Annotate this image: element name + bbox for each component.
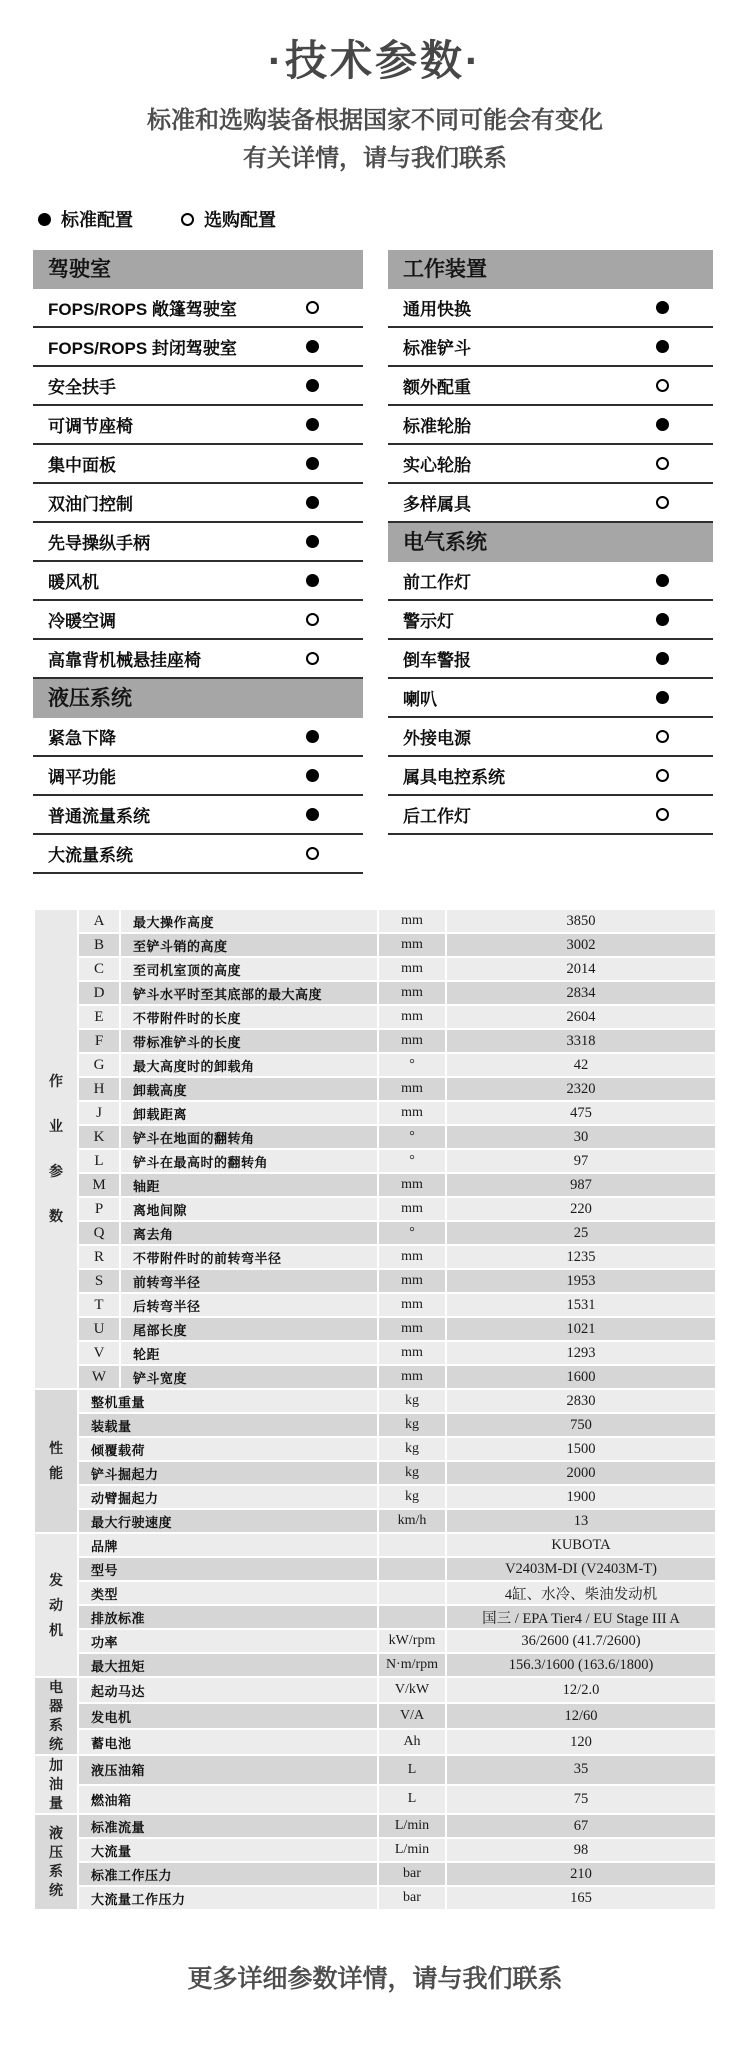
- subtitle-line-2: 有关详情，请与我们联系: [243, 145, 507, 172]
- standard-dot-icon: [306, 379, 319, 392]
- param-unit: kg: [379, 1414, 445, 1436]
- param-unit: mm: [379, 1294, 445, 1316]
- standard-dot-icon: [306, 496, 319, 509]
- spec-row: [35, 1030, 715, 1052]
- config-item: [33, 601, 363, 640]
- config-item-label: 喇叭: [403, 690, 437, 709]
- param-value: 2604: [447, 1006, 715, 1028]
- dimension-key: P: [79, 1198, 119, 1220]
- spec-row: [35, 1102, 715, 1124]
- config-item-label: FOPS/ROPS 封闭驾驶室: [48, 339, 237, 358]
- page-title: ·技术参数·: [268, 37, 482, 84]
- param-name: 尾部长度: [121, 1318, 377, 1340]
- param-name: 卸载距离: [121, 1102, 377, 1124]
- category-label: 性 能: [35, 1390, 77, 1532]
- legend-optional-label: 选购配置: [204, 210, 276, 230]
- param-unit: mm: [379, 1102, 445, 1124]
- param-value: 1293: [447, 1342, 715, 1364]
- category-label: 液 压 系 统: [35, 1815, 77, 1909]
- param-unit: [379, 1558, 445, 1580]
- param-value: V2403M-DI (V2403M-T): [447, 1558, 715, 1580]
- config-item-label: 额外配重: [403, 378, 471, 397]
- config-item: [33, 484, 363, 523]
- dimension-key: B: [79, 934, 119, 956]
- param-value: 1900: [447, 1486, 715, 1508]
- spec-row: [35, 1704, 715, 1728]
- param-name: 前转弯半径: [121, 1270, 377, 1292]
- config-item-label: 可调节座椅: [48, 417, 133, 436]
- standard-dot-icon: [306, 730, 319, 743]
- param-unit: mm: [379, 1366, 445, 1388]
- spec-row: [35, 1462, 715, 1484]
- param-name: 铲斗宽度: [121, 1366, 377, 1388]
- param-value: 2014: [447, 958, 715, 980]
- spec-table: [33, 908, 717, 1911]
- config-item: [33, 406, 363, 445]
- spec-row: [35, 1174, 715, 1196]
- param-unit: °: [379, 1222, 445, 1244]
- config-item-label: 实心轮胎: [403, 456, 471, 475]
- config-item: [388, 601, 713, 640]
- spec-row: [35, 1558, 715, 1580]
- param-unit: mm: [379, 1342, 445, 1364]
- param-name: 类型: [79, 1582, 377, 1604]
- category-label: 发 动 机: [35, 1534, 77, 1676]
- config-item-label: 标准轮胎: [403, 417, 471, 436]
- param-unit: L/min: [379, 1839, 445, 1861]
- spec-row: [35, 1887, 715, 1909]
- optional-dot-icon: [656, 808, 669, 821]
- config-item: [33, 523, 363, 562]
- param-name: 发电机: [79, 1704, 377, 1728]
- config-item-label: 标准铲斗: [403, 339, 471, 358]
- config-section-header: 工作装置: [388, 250, 713, 289]
- spec-row: [35, 1342, 715, 1364]
- spec-row: [35, 1654, 715, 1676]
- param-value: 2000: [447, 1462, 715, 1484]
- spec-row: [35, 1270, 715, 1292]
- param-unit: mm: [379, 1174, 445, 1196]
- param-value: 12/2.0: [447, 1678, 715, 1702]
- config-item-label: FOPS/ROPS 敞篷驾驶室: [48, 300, 237, 319]
- category-label: 电 器 系 统: [35, 1678, 77, 1754]
- spec-row: [35, 1534, 715, 1556]
- dimension-key: Q: [79, 1222, 119, 1244]
- standard-dot-icon: [306, 535, 319, 548]
- standard-dot-icon: [656, 613, 669, 626]
- standard-dot-icon: [306, 340, 319, 353]
- param-name: 至司机室顶的高度: [121, 958, 377, 980]
- param-unit: °: [379, 1126, 445, 1148]
- param-name: 液压油箱: [79, 1756, 377, 1784]
- config-item: [33, 328, 363, 367]
- standard-dot-icon: [306, 418, 319, 431]
- param-unit: mm: [379, 1198, 445, 1220]
- config-item-label: 通用快换: [403, 300, 471, 319]
- config-item-label: 倒车警报: [403, 651, 471, 670]
- param-value: 36/2600 (41.7/2600): [447, 1630, 715, 1652]
- dimension-key: V: [79, 1342, 119, 1364]
- dimension-key: C: [79, 958, 119, 980]
- param-value: 国三 / EPA Tier4 / EU Stage III A: [447, 1606, 715, 1628]
- param-name: 功率: [79, 1630, 377, 1652]
- param-value: KUBOTA: [447, 1534, 715, 1556]
- optional-dot-icon: [306, 652, 319, 665]
- param-unit: mm: [379, 1030, 445, 1052]
- legend-standard: [38, 206, 133, 232]
- param-name: 蓄电池: [79, 1730, 377, 1754]
- spec-row: [35, 1414, 715, 1436]
- param-value: 987: [447, 1174, 715, 1196]
- spec-row: [35, 1863, 715, 1885]
- param-name: 最大行驶速度: [79, 1510, 377, 1532]
- param-unit: V/kW: [379, 1678, 445, 1702]
- standard-dot-icon: [306, 457, 319, 470]
- config-item: [388, 718, 713, 757]
- param-value: 1531: [447, 1294, 715, 1316]
- spec-row: [35, 1150, 715, 1172]
- spec-row: [35, 958, 715, 980]
- param-unit: kg: [379, 1462, 445, 1484]
- config-item-label: 多样属具: [403, 495, 471, 514]
- param-value: 210: [447, 1863, 715, 1885]
- spec-sheet-page: [0, 28, 750, 1995]
- param-value: 2320: [447, 1078, 715, 1100]
- config-item: [388, 289, 713, 328]
- param-value: 2834: [447, 982, 715, 1004]
- config-item: [388, 562, 713, 601]
- config-column-right: [388, 250, 713, 835]
- config-item: [388, 406, 713, 445]
- spec-row: [35, 982, 715, 1004]
- spec-row: [35, 1786, 715, 1814]
- spec-row: [35, 1582, 715, 1604]
- standard-dot-icon: [656, 691, 669, 704]
- config-item: [33, 367, 363, 406]
- param-value: 75: [447, 1786, 715, 1814]
- category-label: 作 业 参 数: [35, 910, 77, 1388]
- param-value: 3002: [447, 934, 715, 956]
- config-item-label: 警示灯: [403, 612, 454, 631]
- dimension-key: K: [79, 1126, 119, 1148]
- param-name: 整机重量: [79, 1390, 377, 1412]
- param-value: 12/60: [447, 1704, 715, 1728]
- param-unit: km/h: [379, 1510, 445, 1532]
- config-item-label: 暖风机: [48, 573, 99, 592]
- dimension-key: F: [79, 1030, 119, 1052]
- optional-dot-icon: [181, 213, 194, 226]
- param-unit: mm: [379, 1246, 445, 1268]
- param-value: 475: [447, 1102, 715, 1124]
- dimension-key: T: [79, 1294, 119, 1316]
- dimension-key: L: [79, 1150, 119, 1172]
- optional-dot-icon: [306, 301, 319, 314]
- config-section-header: 液压系统: [33, 679, 363, 718]
- param-unit: °: [379, 1054, 445, 1076]
- param-unit: Ah: [379, 1730, 445, 1754]
- param-name: 轮距: [121, 1342, 377, 1364]
- spec-row: [35, 1390, 715, 1412]
- param-unit: [379, 1606, 445, 1628]
- spec-row: [35, 1486, 715, 1508]
- config-item-label: 外接电源: [403, 729, 471, 748]
- config-item: [388, 484, 713, 523]
- optional-dot-icon: [656, 379, 669, 392]
- param-value: 2830: [447, 1390, 715, 1412]
- dimension-key: J: [79, 1102, 119, 1124]
- spec-row: [35, 1815, 715, 1837]
- config-item: [33, 718, 363, 757]
- config-item: [388, 679, 713, 718]
- param-unit: [379, 1582, 445, 1604]
- param-value: 165: [447, 1887, 715, 1909]
- param-name: 铲斗掘起力: [79, 1462, 377, 1484]
- optional-dot-icon: [656, 769, 669, 782]
- optional-dot-icon: [306, 613, 319, 626]
- spec-row: [35, 1438, 715, 1460]
- param-unit: mm: [379, 1078, 445, 1100]
- param-name: 型号: [79, 1558, 377, 1580]
- dimension-key: S: [79, 1270, 119, 1292]
- param-name: 倾覆载荷: [79, 1438, 377, 1460]
- config-column-left: [33, 250, 363, 874]
- legend-optional: [181, 206, 276, 232]
- param-unit: mm: [379, 1006, 445, 1028]
- footer-note: 更多详细参数详情，请与我们联系: [187, 1965, 563, 1993]
- param-value: 1953: [447, 1270, 715, 1292]
- param-value: 30: [447, 1126, 715, 1148]
- config-item-label: 属具电控系统: [403, 768, 505, 787]
- config-section-header: 驾驶室: [33, 250, 363, 289]
- param-unit: mm: [379, 1318, 445, 1340]
- param-unit: [379, 1534, 445, 1556]
- param-unit: kg: [379, 1390, 445, 1412]
- param-value: 3318: [447, 1030, 715, 1052]
- spec-row: [35, 1006, 715, 1028]
- param-name: 铲斗水平时至其底部的最大高度: [121, 982, 377, 1004]
- param-unit: °: [379, 1150, 445, 1172]
- param-name: 动臂掘起力: [79, 1486, 377, 1508]
- config-item: [33, 445, 363, 484]
- config-item-label: 双油门控制: [48, 495, 133, 514]
- optional-dot-icon: [656, 496, 669, 509]
- param-unit: bar: [379, 1863, 445, 1885]
- standard-dot-icon: [656, 301, 669, 314]
- spec-row: [35, 1366, 715, 1388]
- spec-row: [35, 1078, 715, 1100]
- param-value: 98: [447, 1839, 715, 1861]
- param-name: 离去角: [121, 1222, 377, 1244]
- param-unit: L: [379, 1786, 445, 1814]
- config-item: [388, 445, 713, 484]
- config-item: [388, 367, 713, 406]
- standard-dot-icon: [38, 213, 51, 226]
- dimension-key: H: [79, 1078, 119, 1100]
- config-item-label: 集中面板: [48, 456, 116, 475]
- param-name: 带标准铲斗的长度: [121, 1030, 377, 1052]
- config-item: [388, 640, 713, 679]
- param-name: 排放标准: [79, 1606, 377, 1628]
- param-value: 3850: [447, 910, 715, 932]
- spec-row: [35, 1222, 715, 1244]
- legend: [38, 206, 750, 232]
- spec-row: [35, 1318, 715, 1340]
- param-name: 铲斗在地面的翻转角: [121, 1126, 377, 1148]
- spec-row: [35, 1198, 715, 1220]
- dimension-key: E: [79, 1006, 119, 1028]
- param-value: 750: [447, 1414, 715, 1436]
- spec-row: [35, 1839, 715, 1861]
- spec-row: [35, 1730, 715, 1754]
- config-item-label: 先导操纵手柄: [48, 534, 150, 553]
- spec-row: [35, 1054, 715, 1076]
- param-name: 品牌: [79, 1534, 377, 1556]
- param-unit: N·m/rpm: [379, 1654, 445, 1676]
- spec-row: [35, 1294, 715, 1316]
- dimension-key: U: [79, 1318, 119, 1340]
- param-name: 大流量工作压力: [79, 1887, 377, 1909]
- config-item: [33, 835, 363, 874]
- dimension-key: M: [79, 1174, 119, 1196]
- param-unit: V/A: [379, 1704, 445, 1728]
- spec-row: [35, 1510, 715, 1532]
- standard-dot-icon: [306, 808, 319, 821]
- param-unit: mm: [379, 958, 445, 980]
- param-value: 42: [447, 1054, 715, 1076]
- config-item-label: 后工作灯: [403, 807, 471, 826]
- param-value: 4缸、水冷、柴油发动机: [447, 1582, 715, 1604]
- config-columns: [33, 250, 750, 874]
- config-item: [33, 640, 363, 679]
- param-name: 最大扭矩: [79, 1654, 377, 1676]
- subtitle-line-1: 标准和选购装备根据国家不同可能会有变化: [147, 107, 603, 134]
- dimension-key: D: [79, 982, 119, 1004]
- param-name: 最大高度时的卸载角: [121, 1054, 377, 1076]
- param-unit: bar: [379, 1887, 445, 1909]
- standard-dot-icon: [656, 652, 669, 665]
- config-item: [33, 757, 363, 796]
- config-item-label: 安全扶手: [48, 378, 116, 397]
- param-value: 120: [447, 1730, 715, 1754]
- param-value: 1600: [447, 1366, 715, 1388]
- standard-dot-icon: [656, 418, 669, 431]
- param-name: 标准流量: [79, 1815, 377, 1837]
- standard-dot-icon: [656, 340, 669, 353]
- dimension-key: G: [79, 1054, 119, 1076]
- param-unit: mm: [379, 910, 445, 932]
- param-unit: kg: [379, 1486, 445, 1508]
- spec-row: [35, 934, 715, 956]
- param-name: 后转弯半径: [121, 1294, 377, 1316]
- param-name: 离地间隙: [121, 1198, 377, 1220]
- param-name: 轴距: [121, 1174, 377, 1196]
- config-item-label: 高靠背机械悬挂座椅: [48, 651, 201, 670]
- param-unit: L/min: [379, 1815, 445, 1837]
- param-value: 35: [447, 1756, 715, 1784]
- param-value: 1500: [447, 1438, 715, 1460]
- config-item: [388, 328, 713, 367]
- param-name: 铲斗在最高时的翻转角: [121, 1150, 377, 1172]
- config-item: [33, 796, 363, 835]
- config-section-header: 电气系统: [388, 523, 713, 562]
- legend-standard-label: 标准配置: [61, 210, 133, 230]
- param-name: 起动马达: [79, 1678, 377, 1702]
- config-item: [33, 289, 363, 328]
- param-name: 大流量: [79, 1839, 377, 1861]
- config-item: [388, 796, 713, 835]
- spec-table-wrap: [33, 908, 717, 1911]
- spec-row: [35, 1246, 715, 1268]
- config-item-label: 大流量系统: [48, 846, 133, 865]
- category-label: 加 油 量: [35, 1756, 77, 1813]
- param-value: 1235: [447, 1246, 715, 1268]
- param-unit: mm: [379, 934, 445, 956]
- config-item-label: 前工作灯: [403, 573, 471, 592]
- config-item-label: 调平功能: [48, 768, 116, 787]
- param-name: 最大操作高度: [121, 910, 377, 932]
- standard-dot-icon: [306, 574, 319, 587]
- optional-dot-icon: [656, 457, 669, 470]
- spec-row: [35, 1126, 715, 1148]
- param-value: 220: [447, 1198, 715, 1220]
- config-item-label: 冷暖空调: [48, 612, 116, 631]
- param-unit: kW/rpm: [379, 1630, 445, 1652]
- spec-row: [35, 1630, 715, 1652]
- param-value: 25: [447, 1222, 715, 1244]
- param-value: 97: [447, 1150, 715, 1172]
- config-item: [388, 757, 713, 796]
- param-name: 标准工作压力: [79, 1863, 377, 1885]
- param-name: 不带附件时的前转弯半径: [121, 1246, 377, 1268]
- standard-dot-icon: [306, 769, 319, 782]
- param-name: 装载量: [79, 1414, 377, 1436]
- param-unit: mm: [379, 1270, 445, 1292]
- optional-dot-icon: [656, 730, 669, 743]
- config-item: [33, 562, 363, 601]
- param-value: 156.3/1600 (163.6/1800): [447, 1654, 715, 1676]
- param-name: 燃油箱: [79, 1786, 377, 1814]
- standard-dot-icon: [656, 574, 669, 587]
- config-item-label: 普通流量系统: [48, 807, 150, 826]
- config-item-label: 紧急下降: [48, 729, 116, 748]
- param-unit: kg: [379, 1438, 445, 1460]
- dimension-key: R: [79, 1246, 119, 1268]
- param-name: 卸载高度: [121, 1078, 377, 1100]
- dimension-key: A: [79, 910, 119, 932]
- param-unit: L: [379, 1756, 445, 1784]
- spec-row: [35, 1678, 715, 1702]
- param-name: 至铲斗销的高度: [121, 934, 377, 956]
- optional-dot-icon: [306, 847, 319, 860]
- spec-row: [35, 910, 715, 932]
- param-value: 1021: [447, 1318, 715, 1340]
- param-value: 67: [447, 1815, 715, 1837]
- param-unit: mm: [379, 982, 445, 1004]
- param-name: 不带附件时的长度: [121, 1006, 377, 1028]
- param-value: 13: [447, 1510, 715, 1532]
- dimension-key: W: [79, 1366, 119, 1388]
- spec-row: [35, 1756, 715, 1784]
- spec-row: [35, 1606, 715, 1628]
